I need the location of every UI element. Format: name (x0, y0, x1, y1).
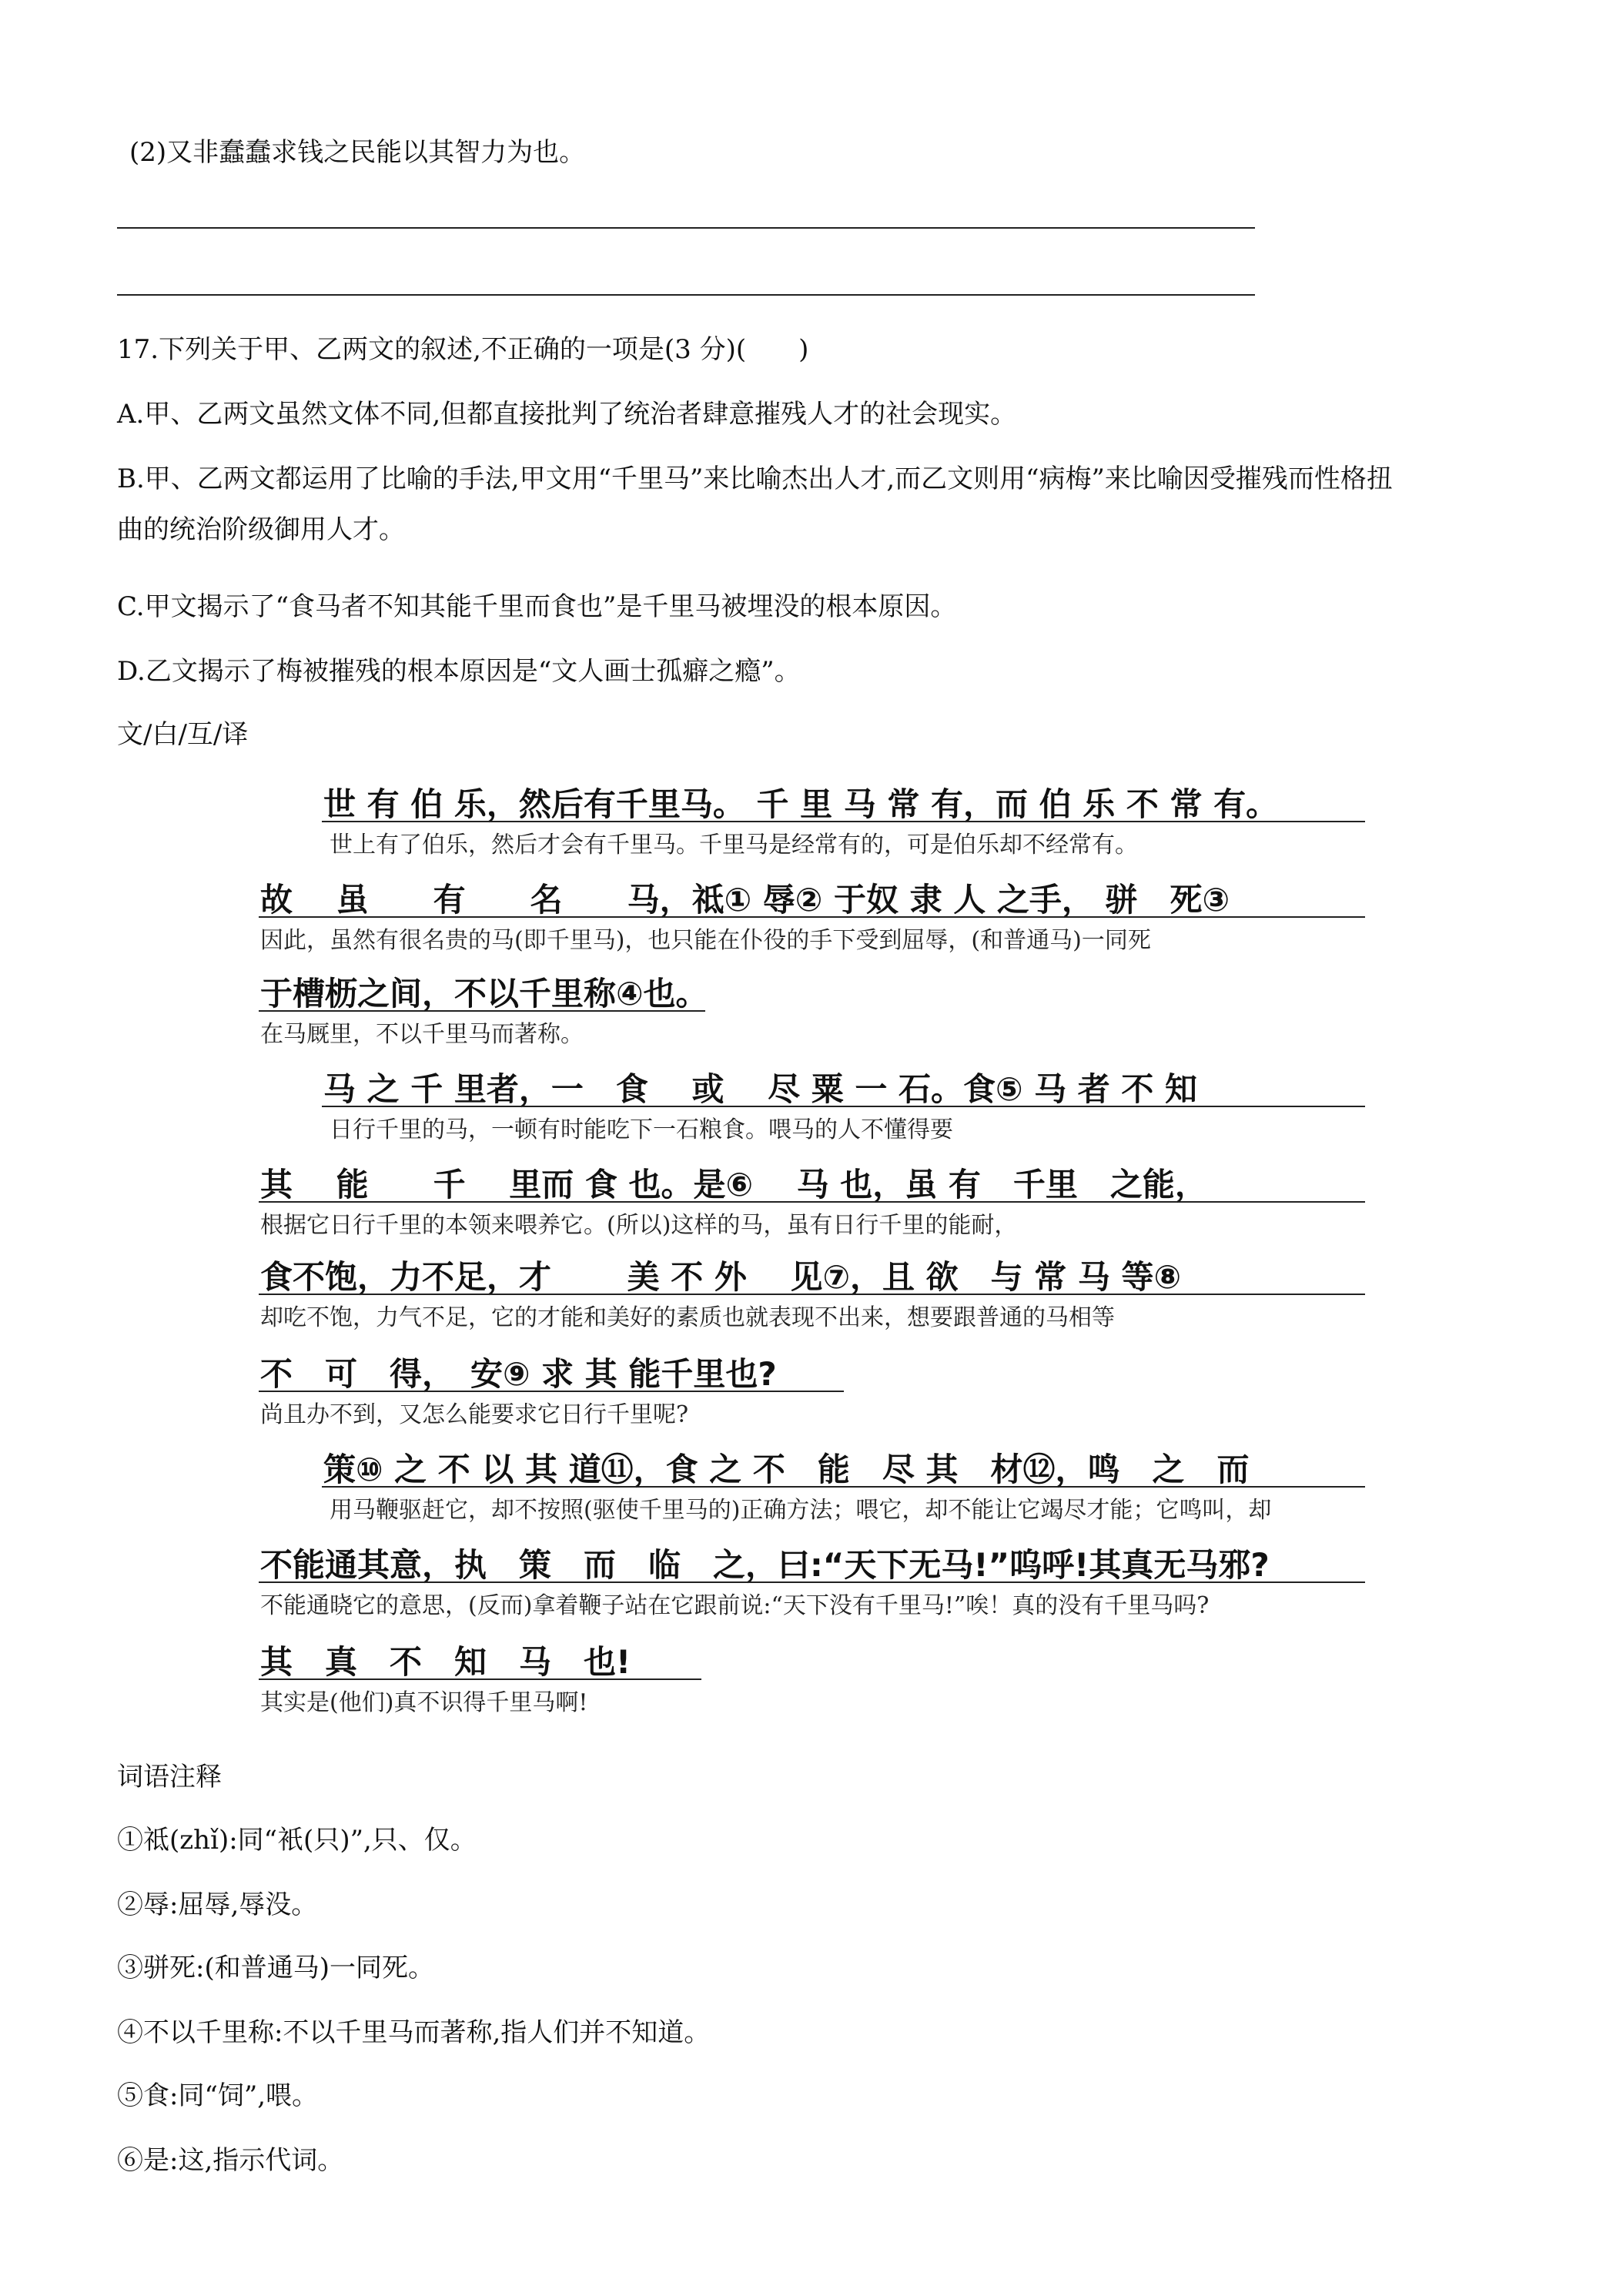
source-underline (259, 1391, 844, 1392)
note-4: ④不以千里称:不以千里马而著称,指人们并不知道。 (117, 2017, 711, 2048)
translation-source-line-7: 不 可 得， 安⑨ 求 其 能千里也? (260, 1355, 777, 1393)
source-underline (322, 1486, 1365, 1488)
translation-line-1: 世上有了伯乐，然后才会有千里马。千里马是经常有的，可是伯乐却不经常有。 (330, 832, 1138, 858)
translation-line-10: 其实是(他们)真不识得千里马啊! (260, 1689, 588, 1716)
translation-source-line-3: 于槽枥之间，不以千里称④也。 (260, 975, 708, 1012)
source-underline (259, 1294, 1365, 1295)
option-a: A.甲、乙两文虽然文体不同,但都直接批判了统治者肆意摧残人才的社会现实。 (117, 399, 1017, 430)
translation-source-line-10: 其 真 不 知 马 也! (260, 1643, 631, 1681)
answer-line-2 (117, 294, 1255, 296)
translation-source-line-8: 策⑩ 之 不 以 其 道⑪，食 之 不 能 尽 其 材⑫，鸣 之 而 (323, 1451, 1250, 1488)
note-3: ③骈死:(和普通马)一同死。 (117, 1953, 434, 1983)
translation-source-line-5: 其 能 千 里而 食 也。是⑥ 马 也，虽 有 千里 之能， (260, 1166, 1207, 1203)
translation-source-line-2: 故 虽 有 名 马，祗① 辱② 于奴 隶 人 之手， 骈 死③ (260, 881, 1230, 919)
source-underline (322, 821, 1365, 822)
translation-line-9: 不能通晓它的意思，(反而)拿着鞭子站在它跟前说:“天下没有千里马!”唉！真的没有千里马吗? (260, 1592, 1210, 1619)
note-1: ①祗(zhǐ):同“衹(只)”,只、仅。 (117, 1825, 477, 1856)
answer-line-1 (117, 227, 1255, 229)
note-6: ⑥是:这,指示代词。 (117, 2145, 344, 2176)
option-c: C.甲文揭示了“食马者不知其能千里而食也”是千里马被埋没的根本原因。 (117, 591, 957, 622)
translation-line-8: 用马鞭驱赶它，却不按照(驱使千里马的)正确方法；喂它，却不能让它竭尽才能；它鸣叫，却 (330, 1497, 1272, 1524)
option-b-line-1: B.甲、乙两文都运用了比喻的手法,甲文用“千里马”来比喻杰出人才,而乙文则用“病梅”来比喻因受摧残而性格扭 (117, 464, 1393, 494)
note-2: ②辱:屈辱,辱没。 (117, 1889, 318, 1920)
translation-line-2: 因此，虽然有很名贵的马(即千里马)，也只能在仆役的手下受到屈辱，(和普通马)一同死 (260, 927, 1151, 954)
translation-source-line-9: 不能通其意，执 策 而 临 之，曰:“天下无马!”呜呼!其真无马邪? (260, 1546, 1270, 1584)
translation-line-6: 却吃不饱，力气不足，它的才能和美好的素质也就表现不出来，想要跟普通的马相等 (260, 1304, 1115, 1331)
source-underline (259, 916, 1365, 918)
translation-source-line-1: 世 有 伯 乐，然后有千里马。 千 里 马 常 有，而 伯 乐 不 常 有。 (323, 785, 1279, 823)
option-b-line-2: 曲的统治阶级御用人才。 (117, 514, 405, 545)
source-underline (259, 1678, 701, 1680)
question-16-item-2: (2)又非蠢蠢求钱之民能以其智力为也。 (129, 137, 586, 168)
section-title: 文/白/互/译 (117, 719, 249, 750)
notes-title: 词语注释 (117, 1762, 222, 1792)
source-underline (259, 1201, 1365, 1203)
translation-source-line-6: 食不饱，力不足，才 美 不 外 见⑦，且 欲 与 常 马 等⑧ (260, 1258, 1182, 1296)
translation-line-4: 日行千里的马，一顿有时能吃下一石粮食。喂马的人不懂得要 (330, 1116, 953, 1143)
source-underline (322, 1106, 1365, 1107)
source-underline (259, 1010, 705, 1012)
translation-source-line-4: 马 之 千 里者，一 食 或 尽 粟 一 石。食⑤ 马 者 不 知 (323, 1070, 1198, 1108)
note-5: ⑤食:同“饲”,喂。 (117, 2080, 319, 2111)
translation-line-3: 在马厩里，不以千里马而著称。 (260, 1021, 584, 1048)
question-17-stem: 17.下列关于甲、乙两文的叙述,不正确的一项是(3 分)( ) (117, 334, 809, 365)
translation-line-5: 根据它日行千里的本领来喂养它。(所以)这样的马，虽有日行千里的能耐， (260, 1212, 1018, 1239)
translation-line-7: 尚且办不到，又怎么能要求它日行千里呢? (260, 1401, 689, 1428)
source-underline (259, 1581, 1365, 1583)
option-d: D.乙文揭示了梅被摧残的根本原因是“文人画士孤癖之瘾”。 (117, 656, 801, 687)
